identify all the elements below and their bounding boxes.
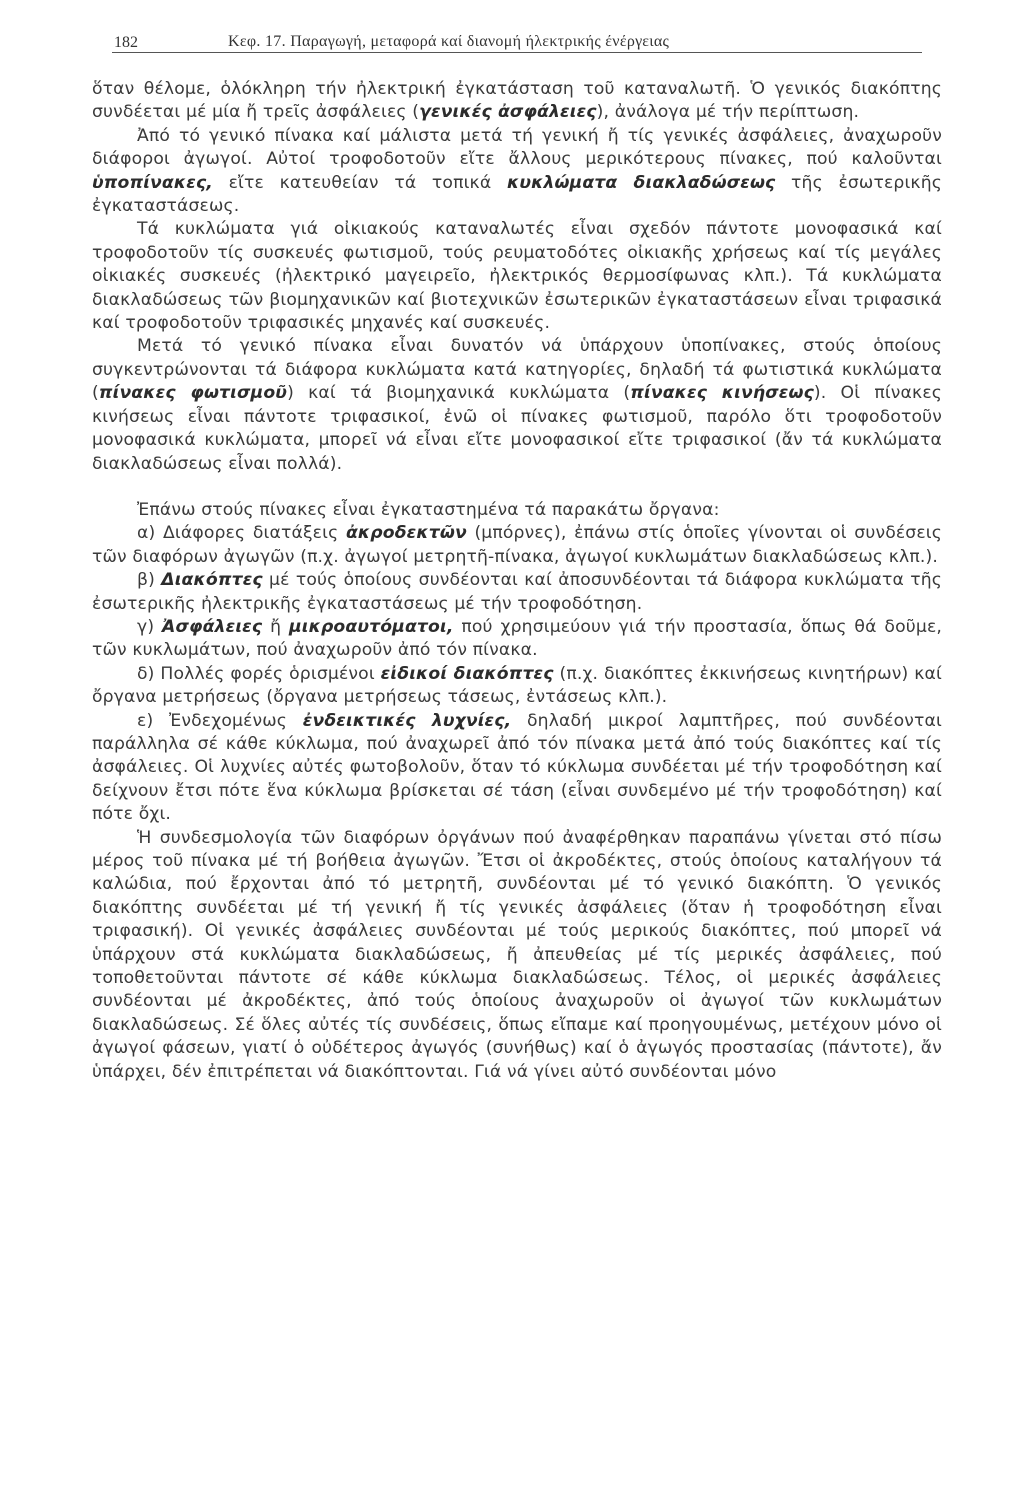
text-run: Ἡ συνδεσμολογία τῶν διαφόρων ὀργάνων πού ἀναφέρθηκαν παραπάνω γίνεται στό πίσω μέρος τοῦ πίνακα μέ τή βοήθεια ἀγωγῶν. Ἔτσι οἱ ἀκροδέκτες, στούς ὁποίους καταλήγουν τά καλώδια, πού ἔρχονται ἀπό τό μετρητῆ, συνδέονται μέ τό γενικό διακόπτη. Ὁ γενικός διακόπτης συνδέεται μέ τή γενική ἤ τίς γενικές ἀσφάλειες (ὅταν ἡ τροφοδότηση εἶναι τριφασική). Οἱ γενικές ἀσφάλειες συνδέονται μέ τούς μερικούς διακόπτες, πού μπορεῖ νά ὑπάρχουν στά κυκλώματα διακλαδώσεως, ἤ ἀπευθείας μέ τίς μερικές ἀσφάλειες, πού τοποθετοῦνται πάντοτε σέ κάθε κύκλωμα διακλαδώσεως. Τέλος, οἱ μερικές ἀσφάλειες συνδέονται μέ ἀκροδέκτες, ἀπό τούς ὁποίους ἀναχωροῦν οἱ ἀγωγοί τῶν κυκλωμάτων διακλαδώσεως. Σέ ὅλες αὐτές τίς συνδέσεις, ὅπως εἴπαμε καί προηγουμένως, μετέχουν μόνο οἱ ἀγωγοί φάσεων, γιατί ὁ οὐδέτερος ἀγωγός (συνήθως) καί ὁ ἀγωγός προστασίας (πάντοτε), ἄν ὑπάρχει, δέν ἐπιτρέπεται νά διακόπτονται. Γιά νά γίνει αὐτό συνδέονται μόνο	[92, 827, 942, 1082]
emphasized-term: ἐνδεικτικές λυχνίες,	[302, 710, 512, 731]
emphasized-term: εἰδικοί διακόπτες	[380, 663, 554, 684]
paragraph-p6	[92, 522, 942, 569]
text-run: ). Οἱ πίνακες κινήσεως εἶναι πάντοτε τριφασικοί, ἐνῶ οἱ πίνακες φωτισμοῦ, παρόλο ὅτι τροφοδοτοῦν μονοφασικά κυκλώματα, μπορεῖ νά εἶναι εἴτε μονοφασικοί εἴτε τριφασικοί (ἄν τά κυκλώματα διακλαδώσεως εἶναι πολλά).	[92, 383, 942, 474]
emphasized-term: πίνακες κινήσεως	[630, 383, 814, 404]
paragraph-p4	[92, 335, 942, 475]
text-run: Τά κυκλώματα γιά οἰκιακούς καταναλωτές εἶναι σχεδόν πάντοτε μονοφασικά καί τροφοδοτοῦν τίς συσκευές φωτισμοῦ, τούς ρευματοδότες οἰκιακῆς χρήσεως καί τίς μεγάλες οἰκιακές συσκευές (ἠλεκτρικό μαγειρεῖο, ἠλεκτρικός θερμοσίφωνας κλπ.). Τά κυκλώματα διακλαδώσεως τῶν βιομηχανικῶν καί βιοτεχνικῶν ἐσωτερικῶν ἐγκαταστάσεων εἶναι τριφασικά καί τροφοδοτοῦν τριφασικές μηχανές καί συσκευές.	[92, 219, 942, 334]
emphasized-term: μικροαυτόματοι,	[288, 616, 454, 637]
text-run: μέ τούς ὁποίους συνδέονται καί ἀποσυνδέονται τά διάφορα κυκλώματα τῆς ἐσωτερικῆς ἠλεκτρικῆς ἐγκαταστάσεως μέ τήν τροφοδότηση.	[92, 570, 942, 614]
emphasized-term: πίνακες φωτισμοῦ	[98, 383, 288, 404]
text-run: πού χρησιμεύουν γιά τήν προστασία, ὅπως θά δοῦμε, τῶν κυκλωμάτων, πού ἀναχωροῦν ἀπό τόν πίνακα.	[92, 616, 942, 661]
text-run: δηλαδή μικροί λαμπτῆρες, πού συνδέονται παράλληλα σέ κάθε κύκλωμα, πού ἀναχωρεῖ ἀπό τόν πίνακα μετά ἀπό τούς διακόπτες καί τίς ἀσφάλειες. Οἱ λυχνίες αὐτές φωτοβολοῦν, ὅταν τό κύκλωμα συνδέεται μέ τήν τροφοδότηση καί δείχνουν ἔτσι πότε ἕνα κύκλωμα βρίσκεται σέ τάση (εἶναι συνδεμένο μέ τήν τροφοδότηση) καί πότε ὄχι.	[92, 710, 942, 825]
paragraph-p7	[92, 569, 942, 616]
emphasized-term: ὑποπίνακες,	[92, 172, 213, 193]
emphasized-term: κυκλώματα διακλαδώσεως	[506, 172, 776, 193]
text-run: Μετά τό γενικό πίνακα εἶναι δυνατόν νά ὑπάρχουν ὑποπίνακες, στούς ὁποίους συγκεντρώνονται τά διάφορα κυκλώματα κατά κατηγορίες, δηλαδή τά φωτιστικά κυκλώματα (	[92, 336, 942, 404]
text-run: β)	[137, 570, 162, 591]
page-number: 182	[114, 34, 138, 51]
running-title: Κεφ. 17. Παραγωγή, μεταφορά καί διανομή ήλεκτρικής ένέργειας	[228, 33, 670, 50]
paragraph-p3	[92, 218, 942, 335]
text-run: (π.χ. διακόπτες ἐκκινήσεως κινητήρων) καί ὄργανα μετρήσεως (ὄργανα μετρήσεως τάσεως, ἐντάσεως κλπ.).	[92, 663, 942, 708]
paragraph-p9	[92, 663, 942, 710]
text-run: ) καί τά βιομηχανικά κυκλώματα (	[287, 383, 631, 404]
text-run: ἤ	[262, 616, 289, 637]
emphasized-term: ἀκροδεκτῶν	[345, 523, 467, 544]
paragraph-p10	[92, 710, 942, 827]
paragraph-p1	[92, 78, 942, 125]
paragraph-p5	[92, 499, 942, 522]
paragraph-p11	[92, 827, 942, 1084]
text-run: ε) Ἐνδεχομένως	[137, 710, 303, 731]
text-run: δ) Πολλές φορές ὁρισμένοι	[137, 663, 381, 684]
emphasized-term: γενικές ἀσφάλειες	[419, 102, 597, 123]
text-run: γ)	[137, 616, 163, 637]
text-run: τῆς ἐσωτερικῆς ἐγκαταστάσεως.	[92, 172, 942, 217]
emphasized-term: Ἀσφάλειες	[162, 616, 263, 637]
text-run: εἴτε κατευθείαν τά τοπικά	[212, 172, 507, 193]
emphasized-term: Διακόπτες	[161, 570, 263, 591]
text-run: (μπόρνες), ἐπάνω στίς ὁποῖες γίνονται οἱ συνδέσεις τῶν διαφόρων ἀγωγῶν (π.χ. ἀγωγοί μετρητῆ-πίνακα, ἀγωγοί κυκλωμάτων διακλαδώσεως κλπ.).	[92, 523, 942, 567]
running-header	[112, 30, 922, 53]
text-run: α) Διάφορες διατάξεις	[137, 523, 346, 544]
text-run: Ἐπάνω στούς πίνακες εἶναι ἐγκαταστημένα τά παρακάτω ὄργανα:	[137, 499, 720, 520]
text-run: Ἀπό τό γενικό πίνακα καί μάλιστα μετά τή γενική ἤ τίς γενικές ἀσφάλειες, ἀναχωροῦν διάφοροι ἀγωγοί. Αὐτοί τροφοδοτοῦν εἴτε ἄλλους μερικότερους πίνακες, πού καλοῦνται	[92, 125, 942, 170]
body-text	[92, 78, 942, 1084]
paragraph-p2	[92, 125, 942, 219]
paragraph-p8	[92, 616, 942, 663]
text-run: ὅταν θέλομε, ὁλόκληρη τήν ἠλεκτρική ἐγκατάσταση τοῦ καταναλωτῆ. Ὁ γενικός διακόπτης συνδέεται μέ μία ἤ τρεῖς ἀσφάλειες (	[92, 79, 942, 123]
text-run: ), ἀνάλογα μέ τήν περίπτωση.	[596, 102, 860, 123]
